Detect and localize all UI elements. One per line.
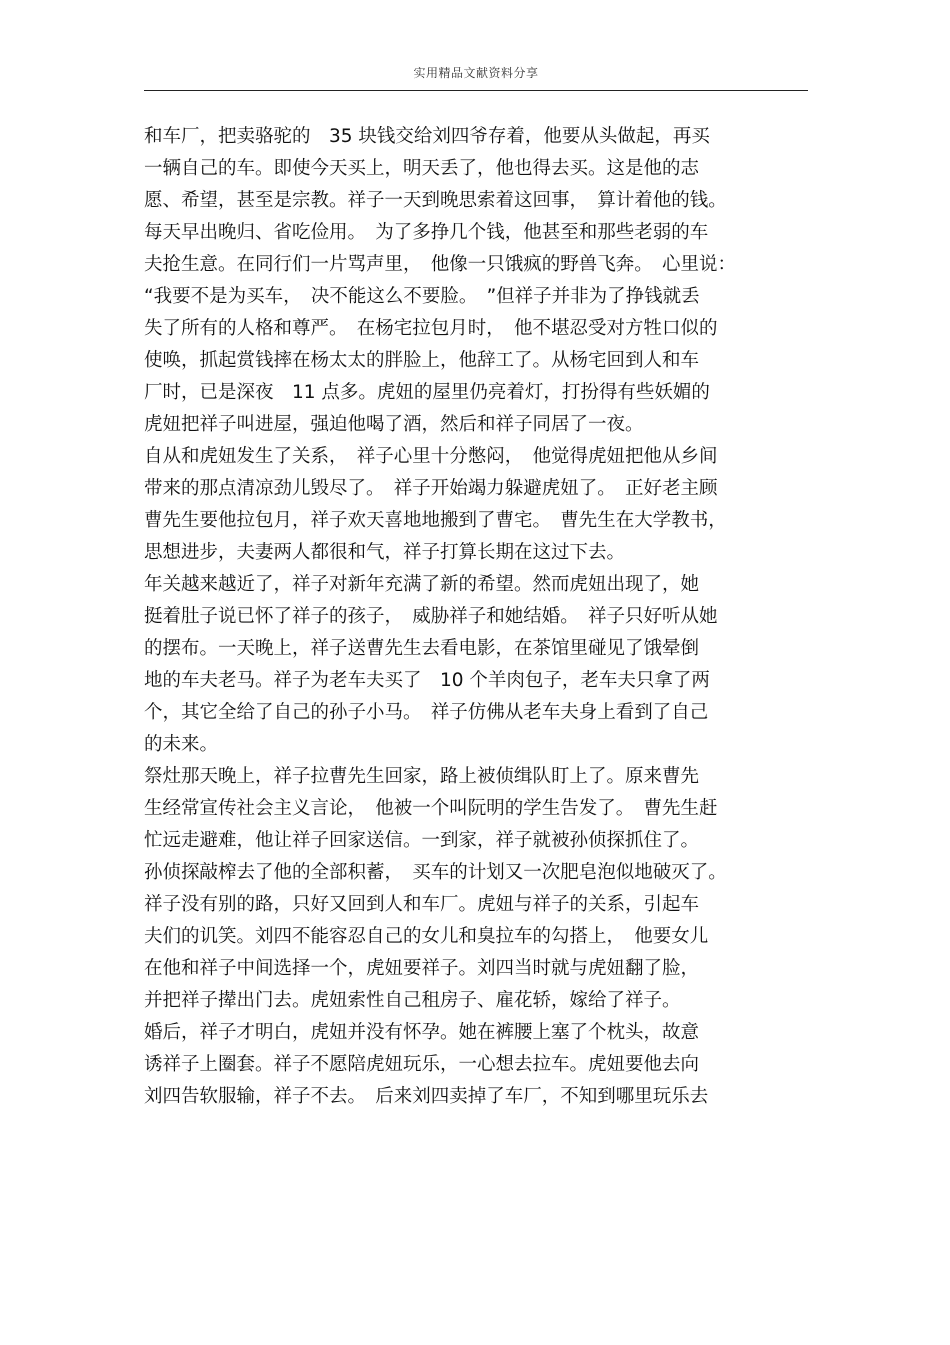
text-line: 虎妞把祥子叫进屋，强迫他喝了酒，然后和祥子同居了一夜。 (144, 414, 644, 435)
page-header: 实用精品文献资料分享 (413, 66, 539, 80)
text-line: 的未来。 (144, 734, 219, 755)
text-line: 忙远走避难，他让祥子回家送信。一到家，祥子就被孙侦探抓住了。 (144, 830, 700, 851)
text-line: 生经常宣传社会主义言论， 他被一个叫阮明的学生告发了。 曹先生赶 (144, 798, 718, 819)
text-line: 年关越来越近了，祥子对新年充满了新的希望。然而虎妞出现了，她 (144, 574, 700, 595)
text-line: 地的车夫老马。祥子为老车夫买了 10 个羊肉包子，老车夫只拿了两 (144, 670, 710, 691)
text-line: 思想进步，夫妻两人都很和气，祥子打算长期在这过下去。 (144, 542, 626, 563)
text-line: 夫抢生意。在同行们一片骂声里， 他像一只饿疯的野兽飞奔。 心里说： (144, 254, 737, 275)
text-line: 婚后，祥子才明白，虎妞并没有怀孕。她在裤腰上塞了个枕头，故意 (144, 1022, 700, 1043)
text-line: 一辆自己的车。即使今天买上，明天丢了，他也得去买。这是他的志 (144, 158, 700, 179)
text-line: 每天早出晚归、省吃俭用。 为了多挣几个钱，他甚至和那些老弱的车 (144, 222, 709, 243)
text-line: 自从和虎妞发生了关系， 祥子心里十分憋闷， 他觉得虎妞把他从乡间 (144, 446, 718, 467)
text-line: 个，其它全给了自己的孙子小马。 祥子仿佛从老车夫身上看到了自己 (144, 702, 709, 723)
text-line: 在他和祥子中间选择一个，虎妞要祥子。刘四当时就与虎妞翻了脸， (144, 958, 700, 979)
text-line: 愿、希望，甚至是宗教。祥子一天到晚思索着这回事， 算计着他的钱。 (144, 190, 727, 211)
text-line: 并把祥子撵出门去。虎妞索性自己租房子、雇花轿，嫁给了祥子。 (144, 990, 681, 1011)
text-line: 使唤，抓起赏钱摔在杨太太的胖脸上，他辞工了。从杨宅回到人和车 (144, 350, 700, 371)
text-line: 诱祥子上圈套。祥子不愿陪虎妞玩乐，一心想去拉车。虎妞要他去向 (144, 1054, 700, 1075)
body-text (144, 121, 824, 1113)
text-line: 祭灶那天晚上，祥子拉曹先生回家，路上被侦缉队盯上了。原来曹先 (144, 766, 700, 787)
text-line: 厂时，已是深夜 11 点多。虎妞的屋里仍亮着灯，打扮得有些妖媚的 (144, 382, 710, 403)
text-line: 挺着肚子说已怀了祥子的孩子， 威胁祥子和她结婚。 祥子只好听从她 (144, 606, 718, 627)
text-line: 刘四告软服输，祥子不去。 后来刘四卖掉了车厂，不知到哪里玩乐去 (144, 1086, 709, 1107)
text-line: 失了所有的人格和尊严。 在杨宅拉包月时， 他不堪忍受对方牲口似的 (144, 318, 718, 339)
text-line: 的摆布。一天晚上，祥子送曹先生去看电影，在茶馆里碰见了饿晕倒 (144, 638, 700, 659)
text-line: 祥子没有别的路，只好又回到人和车厂。虎妞与祥子的关系，引起车 (144, 894, 700, 915)
text-line: 带来的那点清凉劲儿毁尽了。 祥子开始竭力躲避虎妞了。 正好老主顾 (144, 478, 718, 499)
text-line: 曹先生要他拉包月，祥子欢天喜地地搬到了曹宅。 曹先生在大学教书， (144, 510, 727, 531)
text-line: “我要不是为买车， 决不能这么不要脸。 ”但祥子并非为了挣钱就丢 (144, 286, 700, 307)
text-line: 孙侦探敲榨去了他的全部积蓄， 买车的计划又一次肥皂泡似地破灭了。 (144, 862, 727, 883)
header-rule (144, 90, 808, 91)
text-line: 夫们的讥笑。刘四不能容忍自己的女儿和臭拉车的勾搭上， 他要女儿 (144, 926, 709, 947)
text-line: 和车厂，把卖骆驼的 35 块钱交给刘四爷存着，他要从头做起，再买 (144, 126, 710, 147)
